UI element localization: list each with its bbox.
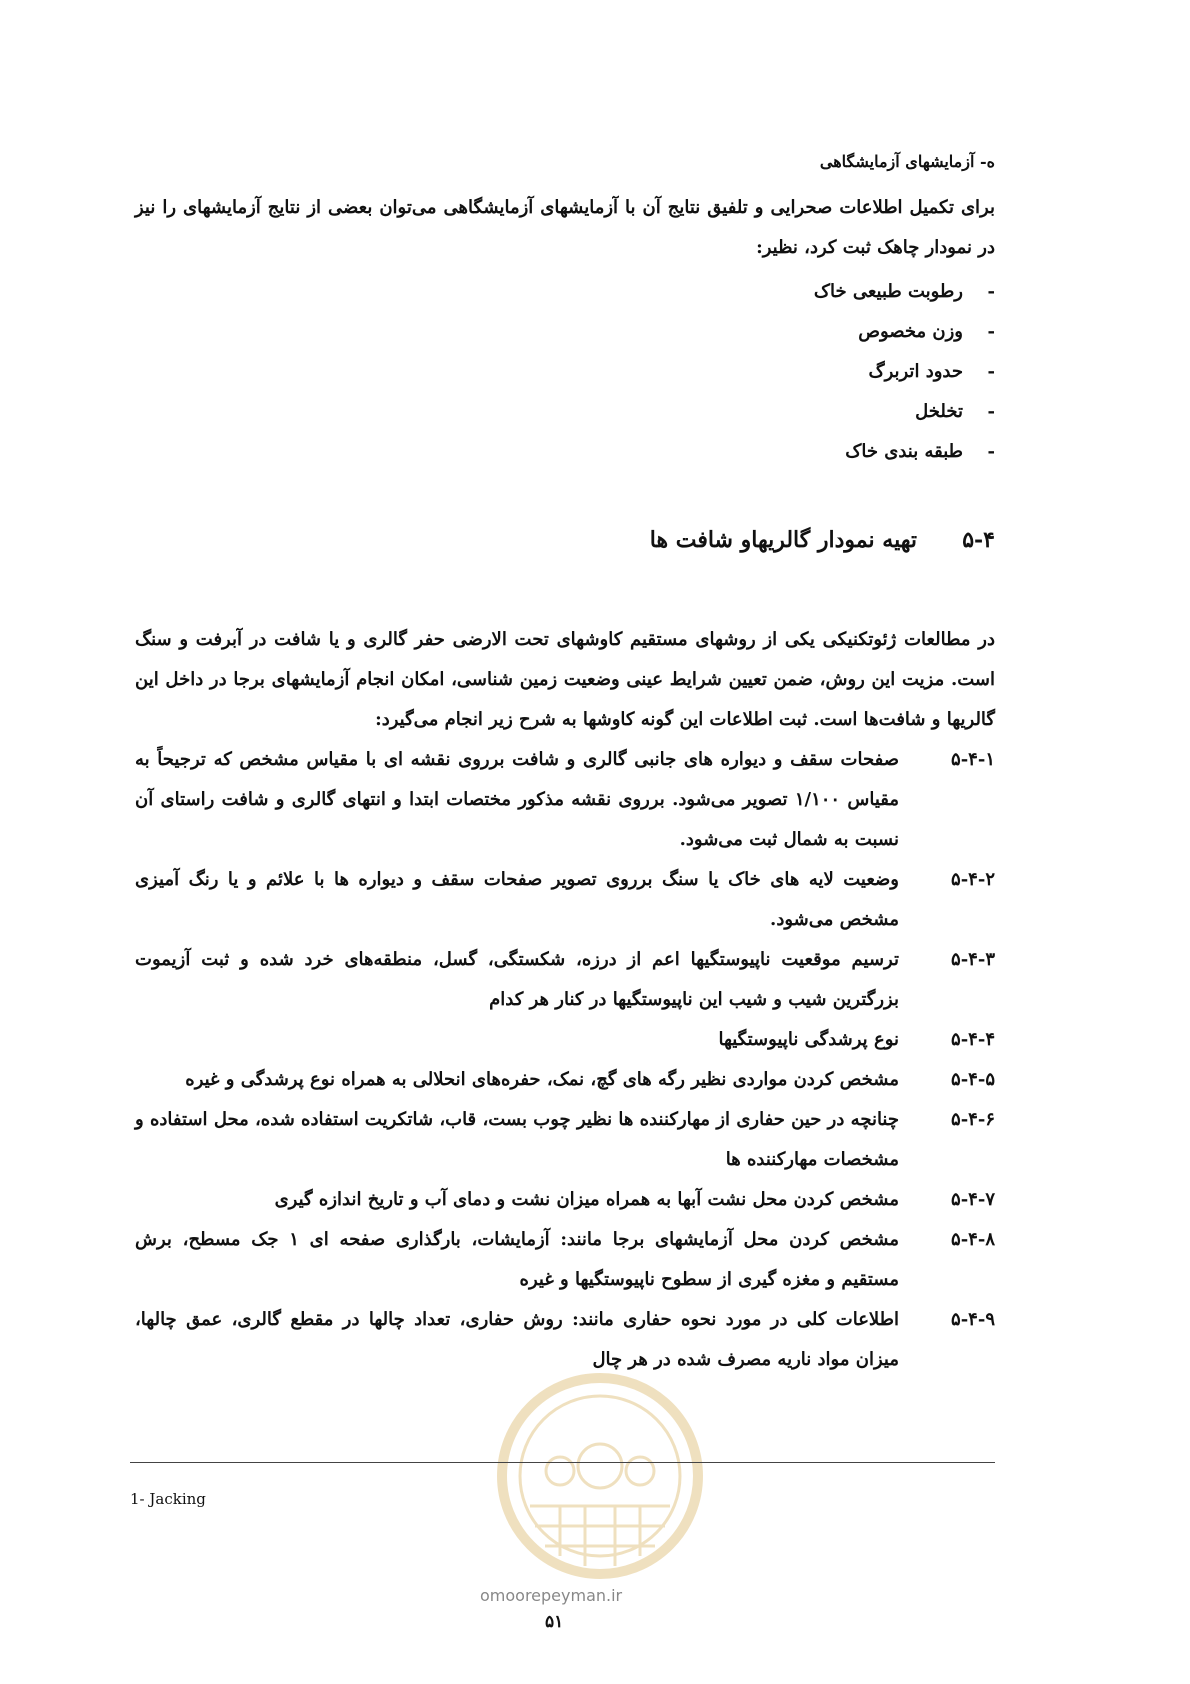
item-text: وضعیت لایه های خاک یا سنگ برروی تصویر صفحات سقف و دیواره ها با علائم و یا رنگ آمیزی مشخص می‌شود. xyxy=(135,869,899,930)
list-item: -رطوبت طبیعی خاک xyxy=(813,281,995,302)
page-number: ۵۱ xyxy=(545,1612,564,1632)
item-number: ۵-۴-۲ xyxy=(951,869,995,890)
numbered-item xyxy=(135,940,995,1020)
test-list xyxy=(595,272,995,472)
section-title-text: تهیه نمودار گالریهاو شافت ها xyxy=(649,527,917,553)
watermark-seal-icon xyxy=(490,1356,710,1596)
item-text: مشخص کردن مواردی نظیر رگه های گچ، نمک، حفره‌های انحلالی به همراه نوع پرشدگی و غیره xyxy=(185,1069,899,1090)
item-text: اطلاعات کلی در مورد نحوه حفاری مانند: روش حفاری، تعداد چالها در مقطع گالری، عمق چالها، میزان مواد ناریه مصرف شده در هر چال xyxy=(135,1309,899,1370)
item-text: ترسیم موقعیت ناپیوستگیها اعم از درزه، شکستگی، گسل، منطقه‌های خرد شده و ثبت آزیموت بزرگترین شیب و شیب این ناپیوستگیها در کنار هر کدام xyxy=(135,949,899,1010)
subsection-heading: ه- آزمایشهای آزمایشگاهی xyxy=(819,152,995,171)
footnote-divider xyxy=(130,1462,995,1463)
numbered-item xyxy=(135,740,995,860)
section-paragraph: در مطالعات ژئوتکنیکی یکی از روشهای مستقیم کاوشهای تحت الارضی حفر گالری و یا شافت در آبرفت و سنگ است. مزیت این روش، ضمن تعیین شرایط عینی وضعیت زمین شناسی، امکان انجام آزمایشهای برجا در داخل این گالریها و شافت‌ها است. ثبت اطلاعات این گونه کاوشها به شرح زیر انجام می‌گیرد: xyxy=(135,629,995,730)
item-number: ۵-۴-۷ xyxy=(951,1189,995,1210)
numbered-item xyxy=(135,1180,995,1220)
numbered-items xyxy=(135,740,995,1380)
intro-paragraph: برای تکمیل اطلاعات صحرایی و تلفیق نتایج آن با آزمایشهای آزمایشگاهی می‌توان بعضی از نتایج آزمایشهای را نیز در نمودار چاهک ثبت کرد، نظیر: xyxy=(135,197,995,258)
numbered-item xyxy=(135,1220,995,1300)
section-title xyxy=(650,527,995,553)
list-item: -حدود اتربرگ xyxy=(868,361,995,382)
item-number: ۵-۴-۶ xyxy=(951,1109,995,1130)
item-text: مشخص کردن محل نشت آبها به همراه میزان نشت و دمای آب و تاریخ اندازه گیری xyxy=(274,1189,899,1210)
list-item: -وزن مخصوص xyxy=(858,321,995,342)
item-number: ۵-۴-۸ xyxy=(951,1229,995,1250)
numbered-item xyxy=(135,1060,995,1100)
item-number: ۵-۴-۱ xyxy=(951,749,995,770)
section-number: ۵-۴ xyxy=(962,527,995,553)
item-number: ۵-۴-۵ xyxy=(951,1069,995,1090)
item-text: مشخص کردن محل آزمایشهای برجا مانند: آزمایشات، بارگذاری صفحه ای ۱ جک مسطح، برش مستقیم و مغزه گیری از سطوح ناپیوستگیها و غیره xyxy=(135,1229,899,1290)
numbered-item xyxy=(135,860,995,940)
item-text: چنانچه در حین حفاری از مهارکننده ها نظیر چوب بست، قاب، شاتکریت استفاده شده، محل استفاده و مشخصات مهارکننده ها xyxy=(135,1109,899,1170)
item-text: نوع پرشدگی ناپیوستگیها xyxy=(718,1029,899,1050)
list-item: -طبقه بندی خاک xyxy=(845,441,995,462)
numbered-item xyxy=(135,1020,995,1060)
item-text: صفحات سقف و دیواره های جانبی گالری و شافت برروی نقشه ای با مقیاس مشخص که ترجیحاً به مقیاس ۱/۱۰۰ تصویر می‌شود. برروی نقشه مذکور مختصات ابتدا و انتهای گالری و شافت راستای آن نسبت به شمال ثبت می‌شود. xyxy=(135,749,900,850)
footnote: 1- Jacking xyxy=(130,1490,206,1508)
numbered-item xyxy=(135,1100,995,1180)
item-number: ۵-۴-۳ xyxy=(951,949,995,970)
list-item: -تخلخل xyxy=(915,401,995,422)
watermark-url: omoorepeyman.ir xyxy=(480,1586,623,1605)
item-number: ۵-۴-۴ xyxy=(951,1029,995,1050)
item-number: ۵-۴-۹ xyxy=(951,1309,995,1330)
